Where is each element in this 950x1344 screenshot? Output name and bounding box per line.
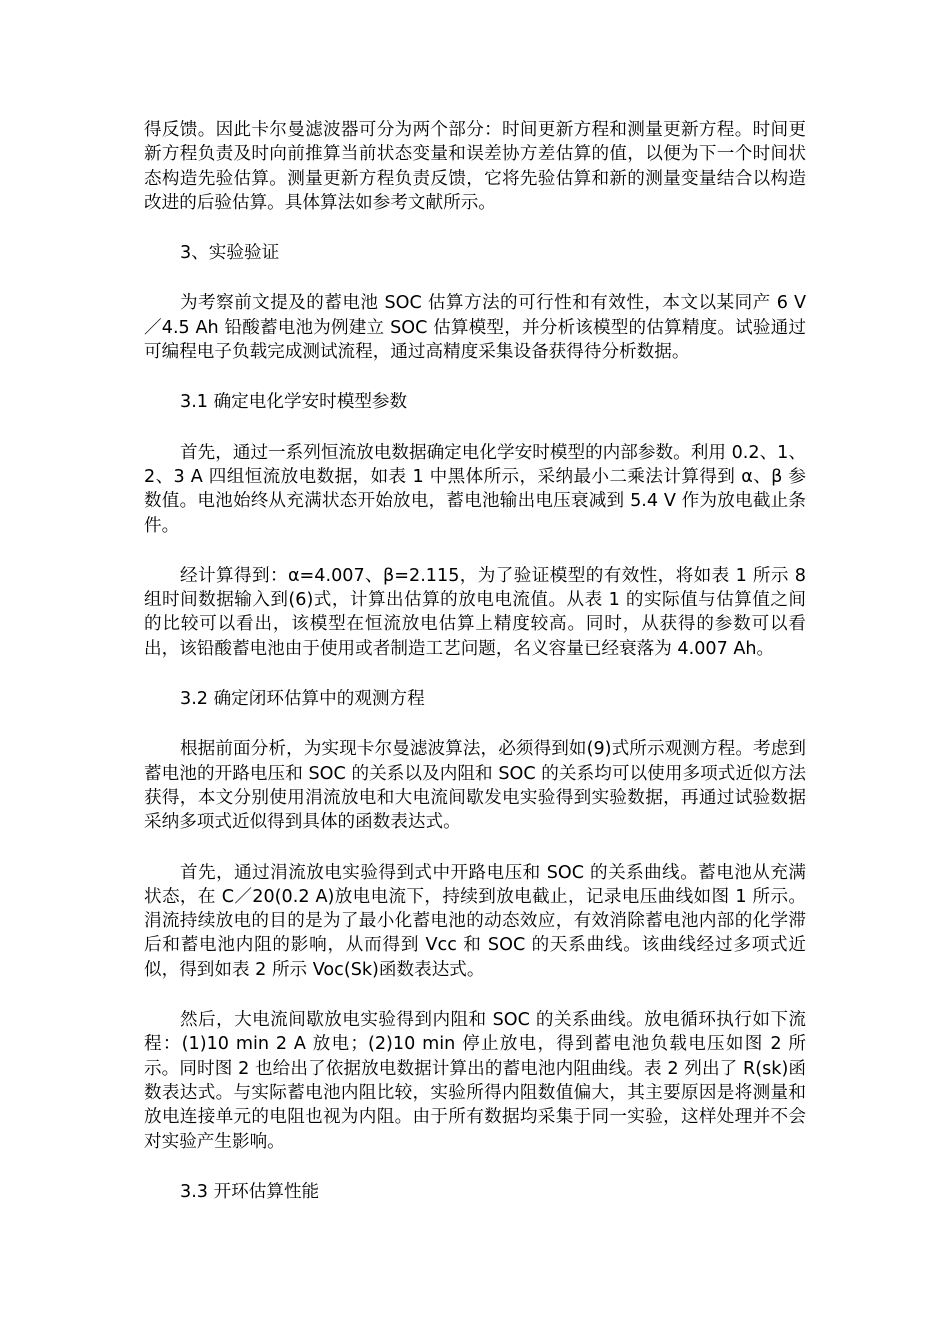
paragraph-observation-eq: 根据前面分析，为实现卡尔曼滤波算法，必须得到如(9)式所示观测方程。考虑到蓄电池的开路电压和 SOC 的关系以及内阻和 SOC 的关系均可以使用多项式近似方法获得，本文分别使用涓流放电和大电流间歇发电实验得到实验数据，再通过试验数据采纳多项式近似得到具体的函数表达式。 bbox=[144, 739, 806, 833]
paragraph-trickle-discharge: 首先，通过涓流放电实验得到式中开路电压和 SOC 的关系曲线。蓄电池从充满状态，在 C／20(0.2 A)放电电流下，持续到放电截止，记录电压曲线如图 1 所示。涓流持续放电的目的是为了最小化蓄电池的动态效应，有效消除蓄电池内部的化学滞后和蓄电池内阻的影响，从而得到 Vcc 和 SOC 的天系曲线。该曲线经过多项式近似，得到如表 2 所示 Voc(Sk)函数表达式。 bbox=[144, 862, 806, 980]
section-heading-3-1: 3.1 确定电化学安时模型参数 bbox=[180, 392, 408, 413]
paragraph-kalman-intro: 得反馈。因此卡尔曼滤波器可分为两个部分：时间更新方程和测量更新方程。时间更新方程负责及时向前推算当前状态变量和误差协方差估算的值，以便为下一个时间状态构造先验估算。测量更新方程负责反馈，它将先验估算和新的测量变量结合以构造改进的后验估算。具体算法如参考文献所示。 bbox=[144, 120, 806, 213]
paragraph-model-params: 首先，通过一系列恒流放电数据确定电化学安时模型的内部参数。利用 0.2、1、2、3 A 四组恒流放电数据，如表 1 中黑体所示，采纳最小二乘法计算得到 α、β 参数值。电池始终从充满状态开始放电，蓄电池输出电压衰减到 5.4 V 作为放电截止条件。 bbox=[144, 442, 806, 536]
paragraph-experiment-intro: 为考察前文提及的蓄电池 SOC 估算方法的可行性和有效性，本文以某同产 6 V／4.5 Ah 铅酸蓄电池为例建立 SOC 估算模型，并分析该模型的估算精度。试验通过可编程电子负载完成测试流程，通过高精度采集设备获得待分析数据。 bbox=[144, 293, 806, 363]
paragraph-calc-results: 经计算得到：α=4.007、β=2.115，为了验证模型的有效性，将如表 1 所示 8 组时间数据输入到(6)式，计算出估算的放电电流值。从表 1 的实际值与估算值之间的比较可以看出，该模型在恒流放电估算上精度较高。同时，从获得的参数可以看出，该铅酸蓄电池由于使用或者制造工艺问题，名义容量已经衰落为 4.007 Ah。 bbox=[144, 565, 806, 659]
paragraph-pulse-discharge: 然后，大电流间歇放电实验得到内阻和 SOC 的关系曲线。放电循环执行如下流程：(1)10 min 2 A 放电；(2)10 min 停止放电，得到蓄电池负载电压如图 2 所示。同时图 2 也给出了依据放电数据计算出的蓄电池内阻曲线。表 2 列出了 R(sk)函数表达式。与实际蓄电池内阻比较，实验所得内阻数值偏大，其主要原因是将测量和放电连接单元的电阻也视为内阻。由于所有数据均采集于同一实验，这样处理并不会对实验产生影响。 bbox=[144, 1010, 806, 1152]
section-heading-3-3: 3.3 开环估算性能 bbox=[180, 1181, 320, 1202]
section-heading-3-2: 3.2 确定闭环估算中的观测方程 bbox=[180, 689, 425, 710]
section-heading-3: 3、实验验证 bbox=[180, 243, 280, 264]
document-page bbox=[144, 118, 806, 1204]
